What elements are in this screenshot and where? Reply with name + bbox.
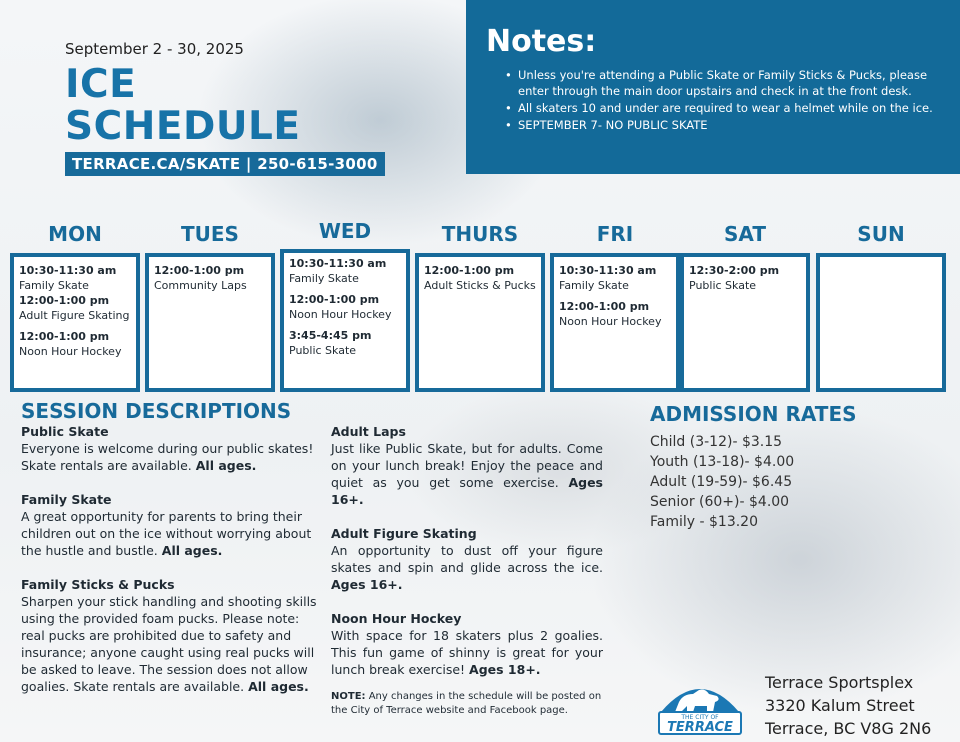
- schedule-entry: [424, 263, 536, 293]
- notes-heading: Notes:: [486, 24, 597, 59]
- note-item: • Unless you're attending a Public Skate or Family Sticks & Pucks, please enter through the main door upstairs and check in at the front desk.: [518, 67, 940, 99]
- schedule-entry: [559, 263, 671, 293]
- admission-rates-list: [650, 432, 794, 532]
- entry-activity: Public Skate: [689, 279, 757, 292]
- schedule-entry: [19, 293, 131, 323]
- entry-time: 12:00-1:00 pm: [289, 293, 380, 306]
- session-age: All ages.: [195, 458, 257, 473]
- admission-rates-heading: ADMISSION RATES: [650, 402, 857, 426]
- notes-list: [486, 67, 940, 133]
- entry-activity: Family Skate: [289, 272, 359, 285]
- session-family-skate: [21, 491, 321, 559]
- sessions-column-right: [331, 423, 603, 718]
- entry-activity: Noon Hour Hockey: [289, 308, 392, 321]
- session-adult-laps: [331, 423, 603, 508]
- day-name: SAT: [724, 222, 766, 246]
- entry-time: 12:00-1:00 pm: [424, 264, 515, 277]
- address-line: Terrace, BC V8G 2N6: [765, 719, 932, 738]
- session-text: A great opportunity for parents to bring their children out on the ice without worrying about the hustle and bustle. All ages.: [21, 509, 312, 558]
- session-age: Ages 18+.: [469, 662, 541, 677]
- entry-activity: Community Laps: [154, 279, 247, 292]
- note-item: • SEPTEMBER 7- NO PUBLIC SKATE: [518, 117, 940, 133]
- day-name: TUES: [181, 222, 239, 246]
- entry-activity: Adult Sticks & Pucks: [424, 279, 536, 292]
- note-label: NOTE:: [331, 691, 366, 702]
- session-family-sticks-pucks: [21, 576, 321, 695]
- session-text: An opportunity to dust off your figure skates and spin and glide across the ice. Ages 16+.: [331, 543, 603, 592]
- city-of-terrace-logo: [655, 672, 745, 736]
- contact-banner[interactable]: TERRACE.CA/SKATE | 250-615-3000: [65, 152, 385, 176]
- rate-item: Child (3-12)- $3.15: [650, 434, 783, 450]
- session-title: Family Sticks & Pucks: [21, 577, 175, 592]
- rate-item: Family - $13.20: [650, 514, 758, 530]
- day-name: MON: [48, 222, 102, 246]
- entry-time: 12:00-1:00 pm: [19, 330, 110, 343]
- session-adult-figure-skating: [331, 525, 603, 593]
- session-age: All ages.: [161, 543, 223, 558]
- day-name: FRI: [596, 222, 634, 246]
- entry-activity: Noon Hour Hockey: [559, 315, 662, 328]
- day-box: [415, 253, 545, 392]
- schedule-entry: [19, 329, 131, 359]
- logo-bottom-text: TERRACE: [667, 720, 733, 735]
- schedule-entry: [689, 263, 801, 293]
- entry-time: 10:30-11:30 am: [289, 257, 387, 270]
- day-box: [550, 253, 680, 392]
- entry-time: 10:30-11:30 am: [19, 264, 117, 277]
- entry-time: 3:45-4:45 pm: [289, 329, 372, 342]
- day-box: [680, 253, 810, 392]
- schedule-change-note: [331, 690, 603, 718]
- schedule-entry: [289, 328, 401, 358]
- session-title: Public Skate: [21, 424, 109, 439]
- day-box: [280, 249, 410, 392]
- session-age: Ages 16+.: [331, 577, 403, 592]
- note-text: Any changes in the schedule will be posted on the City of Terrace website and Facebook page.: [331, 691, 602, 716]
- schedule-entry: [289, 292, 401, 322]
- date-range: September 2 - 30, 2025: [65, 40, 244, 58]
- entry-activity: Family Skate: [559, 279, 629, 292]
- address-line: Terrace Sportsplex: [765, 673, 914, 692]
- session-title: Noon Hour Hockey: [331, 611, 462, 626]
- entry-time: 12:00-1:00 pm: [19, 294, 110, 307]
- title-line-2: SCHEDULE: [65, 104, 301, 149]
- sessions-column-left: [21, 423, 321, 712]
- day-name: SUN: [857, 222, 905, 246]
- logo-top-text: THE CITY OF: [681, 714, 719, 721]
- entry-activity: Adult Figure Skating: [19, 309, 130, 322]
- facility-address: [765, 671, 931, 740]
- page-title: [65, 64, 301, 148]
- day-box: [10, 253, 140, 392]
- schedule-entry: [289, 256, 401, 286]
- session-text: Everyone is welcome during our public skates! Skate rentals are available. All ages.: [21, 441, 314, 473]
- entry-time: 12:00-1:00 pm: [559, 300, 650, 313]
- entry-activity: Noon Hour Hockey: [19, 345, 122, 358]
- session-noon-hour-hockey: [331, 610, 603, 678]
- day-box: [145, 253, 275, 392]
- session-text: Sharpen your stick handling and shooting skills using the provided foam pucks. Please note: real pucks are prohibited due to safety and insurance; anyone caught using real pucks will be asked to leave. The session does not allow goalies. Skate rentals are available. All ages.: [21, 594, 317, 694]
- session-age: Ages 16+.: [331, 475, 603, 507]
- session-title: Adult Laps: [331, 424, 406, 439]
- day-name: WED: [318, 219, 372, 243]
- address-line: 3320 Kalum Street: [765, 696, 915, 715]
- day-name: THURS: [441, 222, 519, 246]
- session-title: Family Skate: [21, 492, 112, 507]
- session-descriptions-heading: SESSION DESCRIPTIONS: [21, 399, 292, 423]
- day-box: [816, 253, 946, 392]
- entry-activity: Public Skate: [289, 344, 357, 357]
- rate-item: Adult (19-59)- $6.45: [650, 474, 793, 490]
- session-title: Adult Figure Skating: [331, 526, 477, 541]
- schedule-entry: [559, 299, 671, 329]
- entry-time: 12:00-1:00 pm: [154, 264, 245, 277]
- schedule-entry: [19, 263, 131, 293]
- rate-item: Senior (60+)- $4.00: [650, 494, 790, 510]
- session-text: With space for 18 skaters plus 2 goalies. This fun game of shinny is great for your lunch break exercise! Ages 18+.: [331, 628, 603, 677]
- rate-item: Youth (13-18)- $4.00: [650, 454, 795, 470]
- session-public-skate: [21, 423, 321, 474]
- title-line-1: ICE: [65, 62, 137, 107]
- notes-panel: [466, 0, 960, 174]
- weekly-schedule: [10, 219, 950, 392]
- entry-time: 12:30-2:00 pm: [689, 264, 780, 277]
- session-age: All ages.: [248, 679, 309, 694]
- note-item: • All skaters 10 and under are required to wear a helmet while on the ice.: [518, 100, 940, 116]
- session-text: Just like Public Skate, but for adults. Come on your lunch break! Enjoy the peace and quiet as you get some exercise. Ages 16+.: [331, 441, 603, 507]
- entry-time: 10:30-11:30 am: [559, 264, 657, 277]
- schedule-entry: [154, 263, 266, 293]
- entry-activity: Family Skate: [19, 279, 89, 292]
